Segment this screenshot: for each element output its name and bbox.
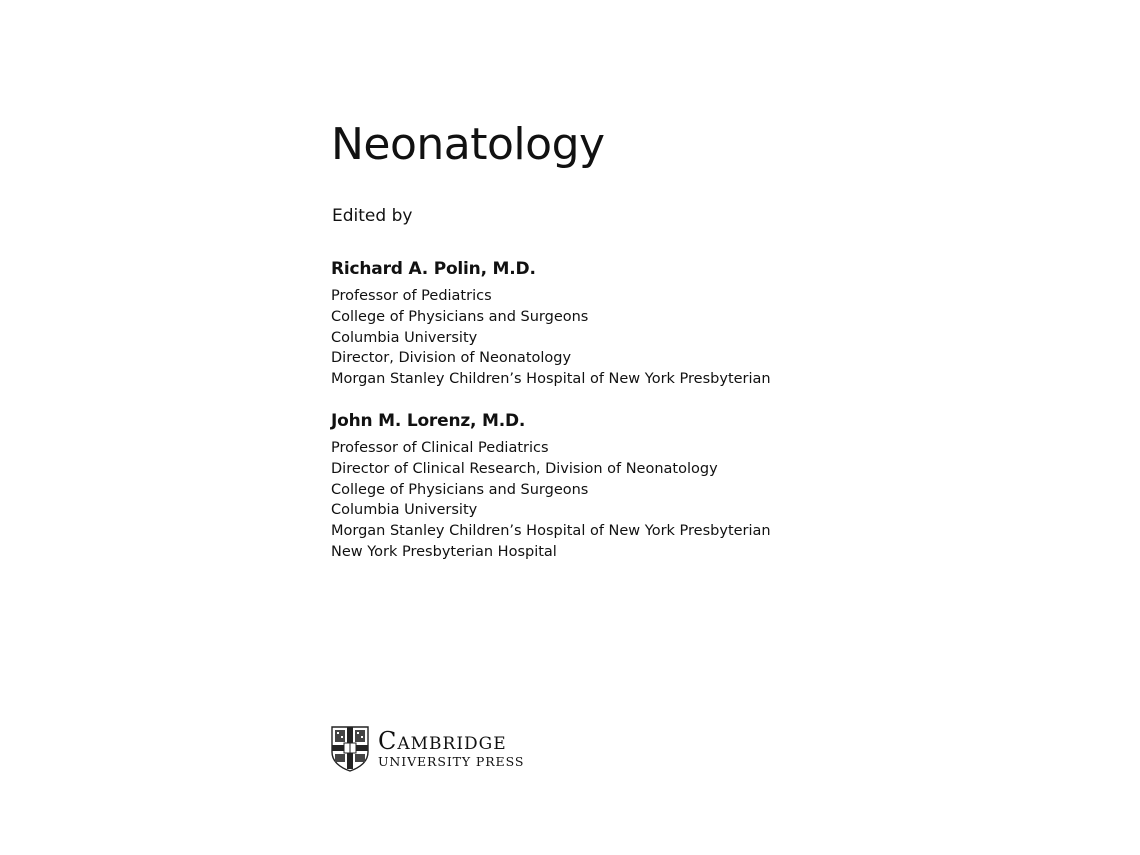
book-title: Neonatology (331, 119, 605, 170)
affiliation-list (331, 438, 771, 563)
cambridge-crest-icon (331, 726, 369, 772)
affiliation-line: Director, Division of Neonatology (331, 350, 572, 367)
editor-block-lorenz (331, 409, 771, 563)
affiliation-line: Morgan Stanley Children’s Hospital of New York Presbyterian (331, 371, 771, 388)
affiliation-line: Professor of Pediatrics (331, 288, 492, 304)
publisher-subtitle: UNIVERSITY PRESS (378, 754, 525, 769)
editor-name: Richard A. Polin, M.D. (331, 259, 536, 279)
publisher-name: Cambridge (378, 727, 507, 755)
affiliation-line: College of Physicians and Surgeons (331, 481, 589, 498)
edited-by-label: Edited by (332, 206, 413, 226)
affiliation-line: Morgan Stanley Children’s Hospital of New York Presbyterian (331, 523, 771, 540)
affiliation-line: New York Presbyterian Hospital (331, 543, 557, 560)
affiliation-line: Professor of Clinical Pediatrics (331, 440, 549, 456)
affiliation-list (331, 286, 771, 390)
affiliation-line: Columbia University (331, 329, 478, 346)
editor-name: John M. Lorenz, M.D. (331, 411, 526, 431)
editor-block-polin (331, 257, 771, 390)
publisher-logo (331, 726, 524, 772)
affiliation-line: Columbia University (331, 502, 478, 519)
publisher-text (378, 729, 524, 769)
affiliation-line: College of Physicians and Surgeons (331, 308, 589, 325)
affiliation-line: Director of Clinical Research, Division of Neonatology (331, 460, 718, 477)
